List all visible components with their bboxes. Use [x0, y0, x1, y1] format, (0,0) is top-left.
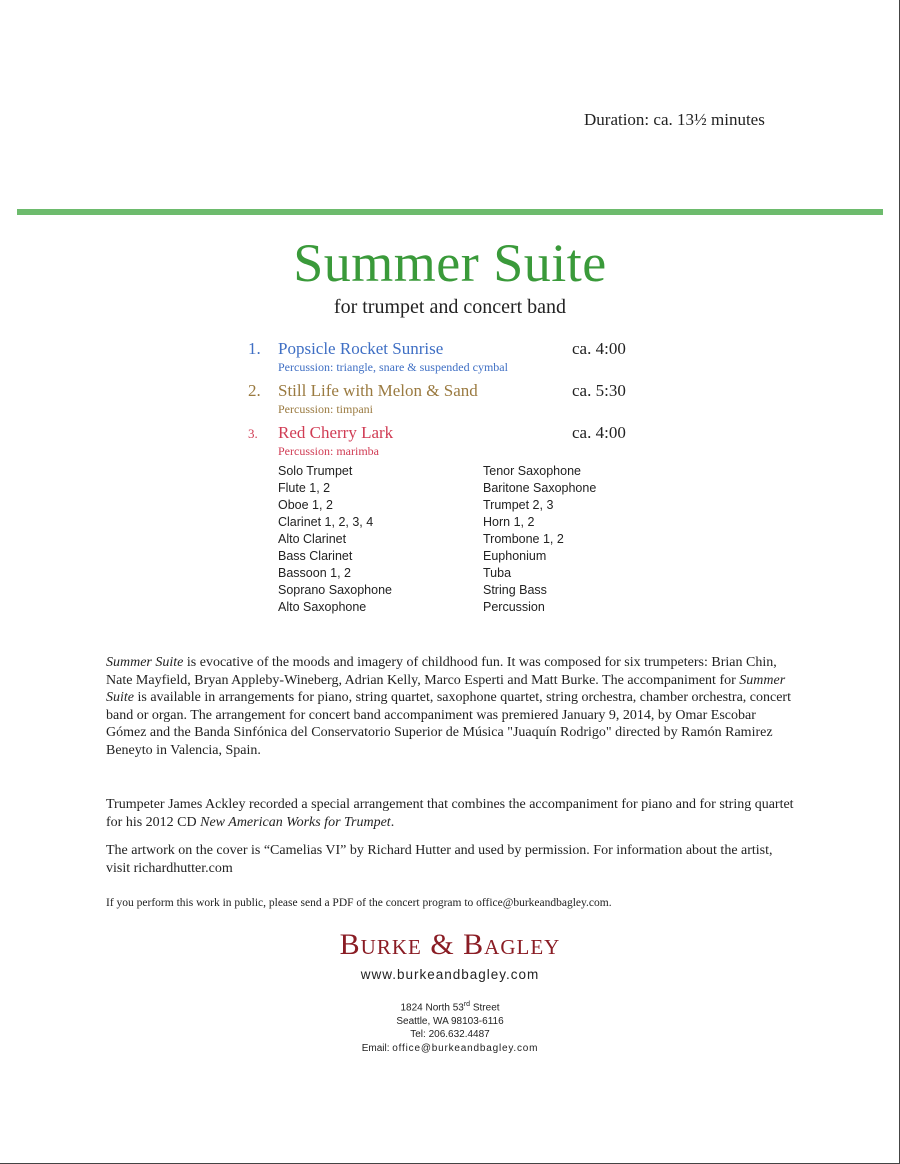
movement-3: [248, 423, 648, 463]
movement-number: 2.: [248, 381, 261, 400]
work-title-italic: Summer Suite: [106, 672, 786, 705]
address-email: [0, 1042, 900, 1056]
instrument-item: Alto Saxophone: [278, 600, 367, 614]
instrument-item: Bass Clarinet: [278, 549, 353, 563]
instrument-item: Alto Clarinet: [278, 532, 347, 546]
address-phone: Tel: 206.632.4487: [410, 1029, 490, 1041]
publisher-name: Burke & Bagley: [339, 928, 561, 961]
movement-title: Popsicle Rocket Sunrise: [278, 339, 444, 358]
instrument-item: String Bass: [483, 583, 547, 597]
instrument-item: Oboe 1, 2: [278, 498, 333, 512]
work-title-italic: Summer Suite: [106, 655, 184, 670]
instrument-item: Percussion: [483, 600, 545, 614]
instrumentation-left-column: [278, 463, 392, 616]
duration-label: Duration: ca. 13½ minutes: [584, 110, 765, 129]
movement-title: Still Life with Melon & Sand: [278, 381, 478, 400]
instrument-item: Flute 1, 2: [278, 481, 331, 495]
movement-duration: ca. 4:00: [572, 339, 626, 358]
movement-number: 3.: [248, 426, 258, 441]
paragraph-text: Trumpeter James Ackley recorded a special arrangement that combines the accompaniment for piano and for string quartet for his 2012 CD: [106, 797, 794, 830]
paragraph-text: is evocative of the moods and imagery of childhood fun. It was composed for six trumpeters: Brian Chin, Nate Mayfield, Bryan Appleby-Wineberg, Adrian Kelly, Marco Esperti and Matt Burke. The accompaniment for: [106, 655, 777, 688]
instrument-item: Euphonium: [483, 549, 547, 563]
instrument-item: Horn 1, 2: [483, 515, 535, 529]
publisher-address: [0, 998, 900, 1055]
street-name: Street: [470, 1002, 500, 1014]
email-value: office@burkeandbagley.com: [392, 1042, 539, 1054]
instrument-item: Trumpet 2, 3: [483, 498, 554, 512]
instrumentation-right-column: [483, 463, 596, 616]
cd-title-italic: New American Works for Trumpet: [200, 814, 391, 830]
page-subtitle: for trumpet and concert band: [333, 296, 567, 318]
artwork-note-paragraph: The artwork on the cover is “Camelias VI” by Richard Hutter and used by permission. For information about the artist, visit richardhutter.com: [106, 843, 773, 876]
instrument-item: Bassoon 1, 2: [278, 566, 351, 580]
movement-duration: ca. 5:30: [572, 381, 626, 400]
street-number: 1824 North 53: [400, 1002, 464, 1014]
movement-number: 1.: [248, 339, 261, 358]
instrument-item: Solo Trumpet: [278, 464, 353, 478]
email-label: Email:: [361, 1042, 393, 1054]
movement-1: [248, 339, 648, 379]
instrument-item: Soprano Saxophone: [278, 583, 392, 597]
instrument-item: Tuba: [483, 566, 512, 580]
address-street: [0, 998, 900, 1015]
movement-2: [248, 381, 648, 421]
paragraph-text: .: [390, 814, 395, 830]
instrument-item: Baritone Saxophone: [483, 481, 597, 495]
instrument-item: Clarinet 1, 2, 3, 4: [278, 515, 374, 529]
paragraph-text: is available in arrangements for piano, string quartet, saxophone quartet, string orchestra, chamber orchestra, concert band or organ. The arrangement for concert band accompaniment was premiered January 9, 2014, by Omar Escobar Gómez and the Banda Sinfónica del Conservatorio Superior de Música "Juaquín Rodrigo" directed by Ramón Ramirez Beneyto in Valencia, Spain.: [106, 690, 791, 758]
movement-percussion: Percussion: timpani: [278, 402, 373, 416]
movement-percussion: Percussion: triangle, snare & suspended cymbal: [278, 360, 508, 374]
instrument-item: Trombone 1, 2: [483, 532, 564, 546]
street-suffix: rd: [463, 1001, 471, 1008]
publisher-website: www.burkeandbagley.com: [360, 967, 540, 982]
program-note-paragraph: [106, 654, 796, 759]
divider-rule: [17, 209, 883, 215]
instrument-item: Tenor Saxophone: [483, 464, 581, 478]
movement-title: Red Cherry Lark: [278, 423, 394, 442]
performance-request-note: If you perform this work in public, please send a PDF of the concert program to office@burkeandbagley.com.: [106, 897, 612, 909]
movement-duration: ca. 4:00: [572, 423, 626, 442]
recording-note-paragraph: [106, 796, 796, 831]
page-title: Summer Suite: [293, 233, 607, 293]
movement-percussion: Percussion: marimba: [278, 444, 379, 458]
address-city: Seattle, WA 98103-6116: [396, 1015, 504, 1027]
